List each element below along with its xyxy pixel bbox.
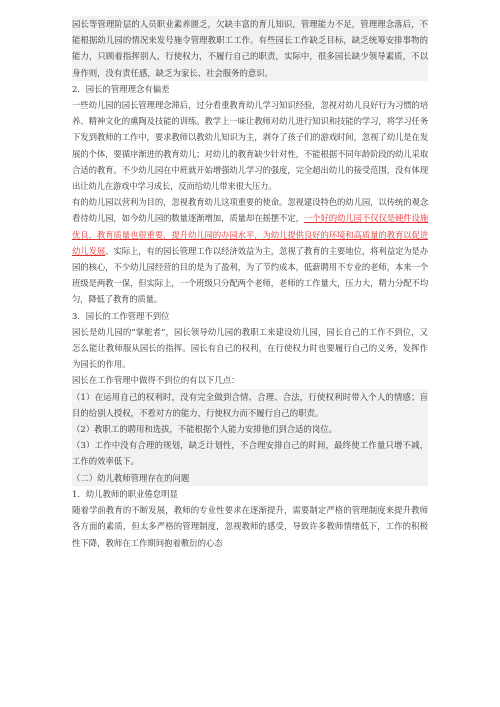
- heading-burnout: 1．幼儿教师的职业倦怠明显: [72, 488, 178, 499]
- shaded-list-block: [72, 389, 428, 486]
- document-page: [72, 16, 428, 551]
- profit-text-start: 有的幼儿园以营利为目的，忽视教育幼儿这项重要的使命。忽视建设特色的幼儿园，以传统的观念看待幼儿园，如今幼儿园的数量逐渐增加，质量却在摇摆不定，: [72, 197, 428, 224]
- heading-work-management: 3．园长的工作管理不到位: [72, 310, 170, 321]
- paragraph-points-intro: 园长在工作管理中做得不到位的有以下几点：: [72, 375, 240, 386]
- heading-management-concept: 2．园长的管理理念有偏差: [72, 83, 170, 94]
- heading-teacher-management: （二）幼儿教师管理存在的问题: [72, 472, 190, 483]
- highlighted-quality-statement: 一个好的幼儿园不仅仅是硬件设施优良，教育质量也很重要，提升幼儿园的办园水平，为幼儿提供良好的环境和高质量的教育以促进幼儿发展: [72, 213, 429, 256]
- profit-text-end: 。实际上，有的园长管理工作以经济效益为主，忽视了教育的主要地位，将利益定为是办园的核心，不少幼儿园经营的目的是为了盈利，为了节约成本，低薪聘用不专业的老师，本来一个班级是两教一保，但实际上，一个班级只分配两个老师，老师的工作量大，压力大，精力分配不均匀，降低了教育的质量。: [72, 245, 429, 305]
- paragraph-burnout: 随着学前教育的不断发展，教师的专业性要求在逐渐提升，需要制定严格的管理制度来提升教师各方面的素质，但太多严格的管理制度，忽视教师的感受，导致许多教师情绪低下，工作的积极性下降，教师在工作期间抱着敷衍的心态: [72, 505, 428, 548]
- paragraph-profit-oriented: [72, 194, 428, 307]
- paragraph-concept-lag: 一些幼儿园的园长管理理念滞后，过分看重教育幼儿学习知识经验，忽视对幼儿良好行为习惯的培养、精神文化的熏陶及技能的训练。教学上一味让教师对幼儿进行知识和技能的学习，将学习任务下发到教师的工作中，要求教师以教幼儿知识为主，剥夺了孩子们的游戏时间，忽视了幼儿是在发展的个体，要循序渐进的教育幼儿；对幼儿的教育缺少针对性，不能根据不同年龄阶段的幼儿采取合适的教育。不少幼儿园在中班就开始增强幼儿学习的强度，完全超出幼儿的接受范围，没有体现出让幼儿在游戏中学习成长，反而给幼儿带来很大压力。: [72, 100, 428, 192]
- list-item-3: （3）工作中没有合理的规划，缺乏计划性，不合理安排自己的时间，最终使工作量只增不减，工作的效率低下。: [72, 440, 428, 467]
- list-item-1: （1）在运用自己的权利时，没有完全做到合情、合理、合法，行使权利时带入个人的情感；盲目的给别人授权，不看对方的能力，行使权力而不履行自己的职责。: [72, 391, 428, 418]
- list-item-2: （2）教职工的聘用和选拔，不能根据个人能力安排他们到合适的岗位。: [72, 424, 337, 435]
- paragraph-helmsman: 园长是幼儿园的“掌舵者”，园长领导幼儿园的教职工来建设幼儿园，园长自己的工作不到位，又怎么能让教师服从园长的指挥。园长有自己的权利，在行使权力时也要履行自己的义务，发挥作为园长的作用。: [72, 326, 428, 370]
- paragraph-principal-qualities: 园长等管理阶层的人员职业素养匮乏，欠缺丰富的育儿知识，管理能力不足，管理理念落后，不能根据幼儿园的情况来发号施令管理教职工工作。有些园长工作缺乏目标，缺乏统筹安排事物的能力，只顾着指挥别人，行使权力，不履行自己的职责，实际中，很多园长缺少领导素质，不以身作则，没有责任感，缺乏为家长、社会服务的意识。: [72, 16, 428, 81]
